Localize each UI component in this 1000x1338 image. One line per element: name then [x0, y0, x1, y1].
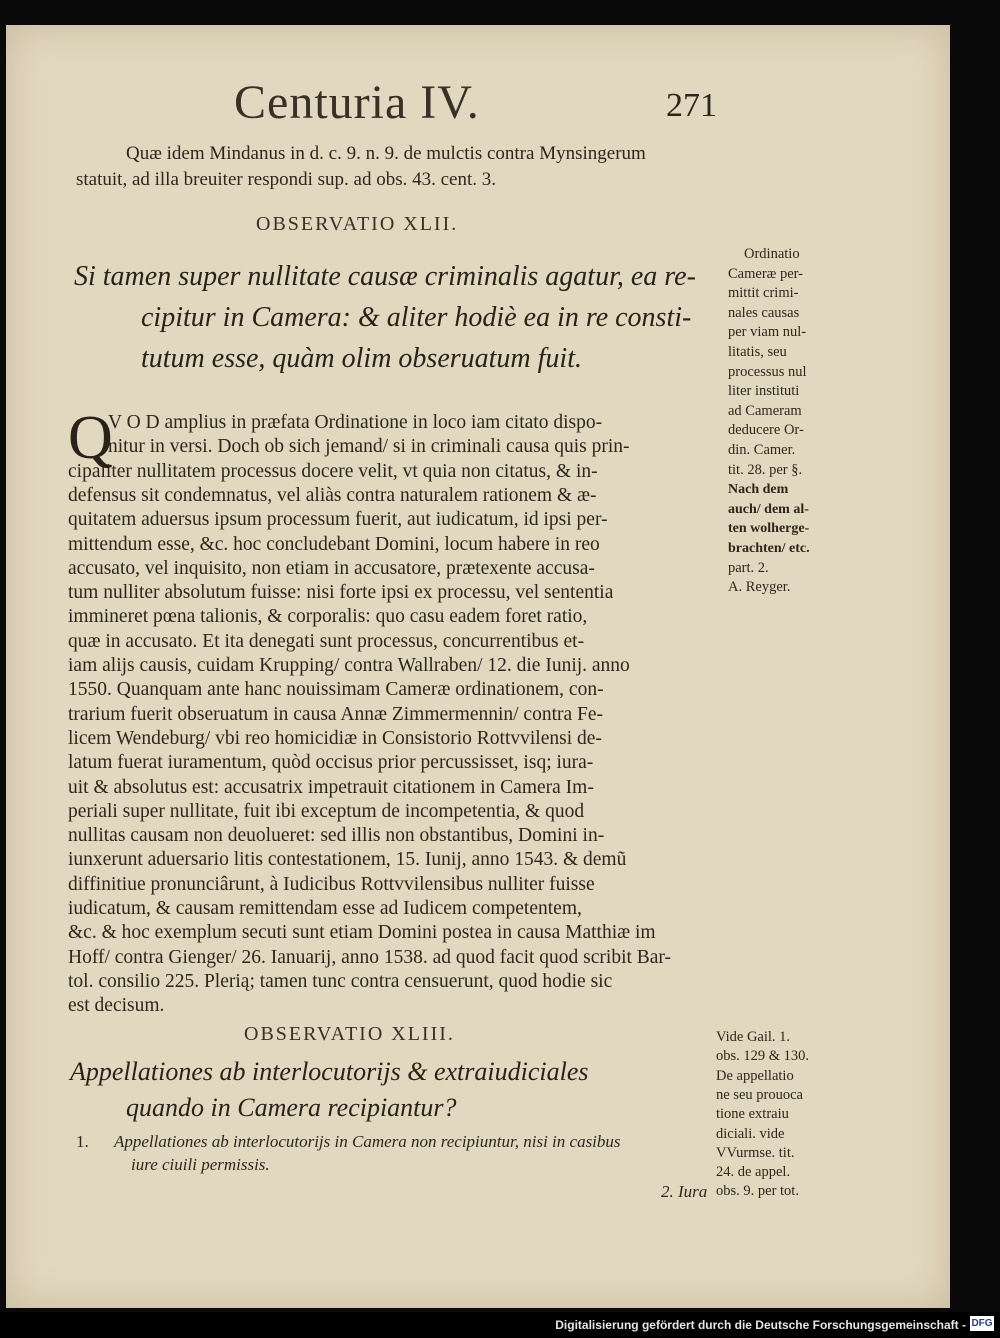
footer-credit: Digitalisierung gefördert durch die Deutsche Forschungsgemeinschaft -: [555, 1318, 966, 1332]
body-line: est decisum.: [68, 995, 165, 1017]
margin-line: liter instituti: [728, 383, 800, 400]
body-line: iunxerunt aduersario litis contestationem, 15. Iunij, anno 1543. & demũ: [68, 849, 627, 871]
margin-line: ten wolherge-: [728, 521, 810, 537]
margin-line: Cameræ per-: [728, 265, 803, 282]
body-line: iudicatum, & causam remittendam esse ad Iudicem competentem,: [68, 898, 582, 919]
body-line: accusato, vel inquisito, non etiam in accusatore, prætexente accusa-: [68, 557, 595, 579]
body-line: &c. & hoc exemplum secuti sunt etiam Domini postea in causa Matthiæ im: [68, 922, 656, 944]
body-line: latum fuerat iuramentum, quòd occisus prior percussisset, isq; iura-: [68, 752, 594, 774]
margin-line: Ordinatio: [744, 246, 800, 262]
margin-line: tione extraiu: [716, 1106, 789, 1123]
margin-line: brachten/ etc.: [728, 541, 810, 556]
margin-line: processus nul: [728, 363, 807, 380]
summary-number: 1.: [76, 1132, 89, 1151]
intro-line: statuit, ad illa breuiter respondi sup. ad obs. 43. cent. 3.: [76, 169, 497, 190]
body-line: tol. consilio 225. Plerią; tamen tunc contra censuerunt, quod hodie sic: [68, 970, 613, 992]
observation-title: tutum esse, quàm olim obseruatum fuit.: [141, 343, 582, 374]
body-line: diffinitiue pronunciârunt, à Iudicibus Rottvvilensibus nulliter fuisse: [68, 873, 595, 895]
observation-heading: OBSERVATIO XLIII.: [244, 1023, 455, 1045]
margin-line: tit. 28. per §.: [728, 461, 803, 478]
page-number: 271: [666, 87, 717, 124]
margin-line: obs. 129 & 130.: [716, 1048, 810, 1065]
margin-line: part. 2.: [728, 559, 769, 576]
catchword: 2. Iura: [661, 1182, 708, 1201]
intro-line: Quæ idem Mindanus in d. c. 9. n. 9. de mulctis contra Mynsingerum: [126, 143, 646, 164]
body-line: licem Wendeburg/ vbi reo homicidiæ in Consistorio Rottvvilensi de-: [68, 727, 602, 749]
margin-line: De appellatio: [716, 1067, 794, 1084]
body-line: defensus sit condemnatus, vel aliàs contra naturalem rationem & æ-: [68, 484, 597, 506]
dfg-logo: DFG: [971, 1318, 993, 1329]
summary-line: iure ciuili permissis.: [131, 1155, 270, 1174]
margin-line: VVurmse. tit.: [716, 1144, 795, 1161]
body-line: quæ in accusato. Et ita denegati sunt processus, concurrentibus et-: [68, 630, 585, 652]
body-line: iam alijs causis, cuidam Krupping/ contra Wallraben/ 12. die Iunij. anno: [68, 655, 630, 676]
summary-line: Appellationes ab interlocutorijs in Camera non recipiuntur, nisi in casibus: [114, 1132, 621, 1151]
margin-line: per viam nul-: [728, 324, 807, 341]
margin-line: nales causas: [728, 304, 800, 321]
margin-line: ne seu prouoca: [716, 1086, 803, 1103]
margin-line: 24. de appel.: [716, 1164, 791, 1181]
body-line: Hoff/ contra Gienger/ 26. Ianuarij, anno 1538. ad quod facit quod scribit Bar-: [68, 946, 672, 968]
observation-title: Appellationes ab interlocutorijs & extraiudiciales: [70, 1057, 589, 1086]
body-line: periali super nullitate, fuit ibi exceptum de incompetentia, & quod: [68, 800, 585, 822]
observation-title: quando in Camera recipiantur?: [126, 1093, 457, 1122]
margin-line: din. Camer.: [728, 442, 796, 458]
observation-heading: OBSERVATIO XLII.: [256, 213, 459, 235]
body-line: 1550. Quanquam ante hanc nouissimam Cameræ ordinationem, con-: [68, 679, 604, 701]
body-line: V O D amplius in præfata Ordinatione in loco iam citato dispo-: [108, 412, 603, 433]
margin-line: ad Cameram: [728, 402, 802, 419]
body-line: cipaliter nullitatem processus docere velit, vt quia non citatus, & in-: [68, 460, 598, 482]
margin-line: A. Reyger.: [728, 579, 791, 596]
body-line: uit & absolutus est: accusatrix impetrauit citationem in Camera Im-: [68, 776, 594, 798]
margin-line: diciali. vide: [716, 1125, 785, 1142]
margin-line: obs. 9. per tot.: [716, 1183, 799, 1200]
running-title: Centuria IV.: [234, 76, 480, 129]
book-page: [6, 25, 950, 1308]
body-line: tum nulliter absolutum fuisse: nisi forte ipsi ex processu, vel sententia: [68, 582, 614, 604]
observation-title: cipitur in Camera: & aliter hodiè ea in re consti-: [141, 302, 692, 333]
margin-line: mittit crimi-: [728, 285, 799, 302]
body-line: quitatem aduersus ipsum processum fuerit, aut iudicatum, id ipsi per-: [68, 509, 608, 531]
body-line: nullitas causam non deuolueret: sed illis non obstantibus, Domini in-: [68, 825, 605, 847]
margin-line: Nach dem: [728, 482, 789, 498]
margin-line: deducere Or-: [728, 422, 804, 439]
body-line: nitur in versi. Doch ob sich jemand/ si in criminali causa quis prin-: [108, 436, 630, 458]
margin-line: Vide Gail. 1.: [716, 1029, 791, 1045]
body-line: trarium fuerit obseruatum in causa Annæ Zimmermennin/ contra Fe-: [68, 703, 604, 725]
margin-line: auch/ dem al-: [728, 501, 809, 517]
drop-capital: Q: [68, 404, 113, 472]
body-line: immineret pœna talionis, & corporalis: quo casu eadem foret ratio,: [68, 606, 588, 628]
observation-title: Si tamen super nullitate causæ criminalis agatur, ea re-: [74, 261, 696, 292]
body-line: mittendum esse, &c. hoc concludebant Domini, locum habere in reo: [68, 533, 600, 555]
margin-line: litatis, seu: [728, 344, 787, 360]
